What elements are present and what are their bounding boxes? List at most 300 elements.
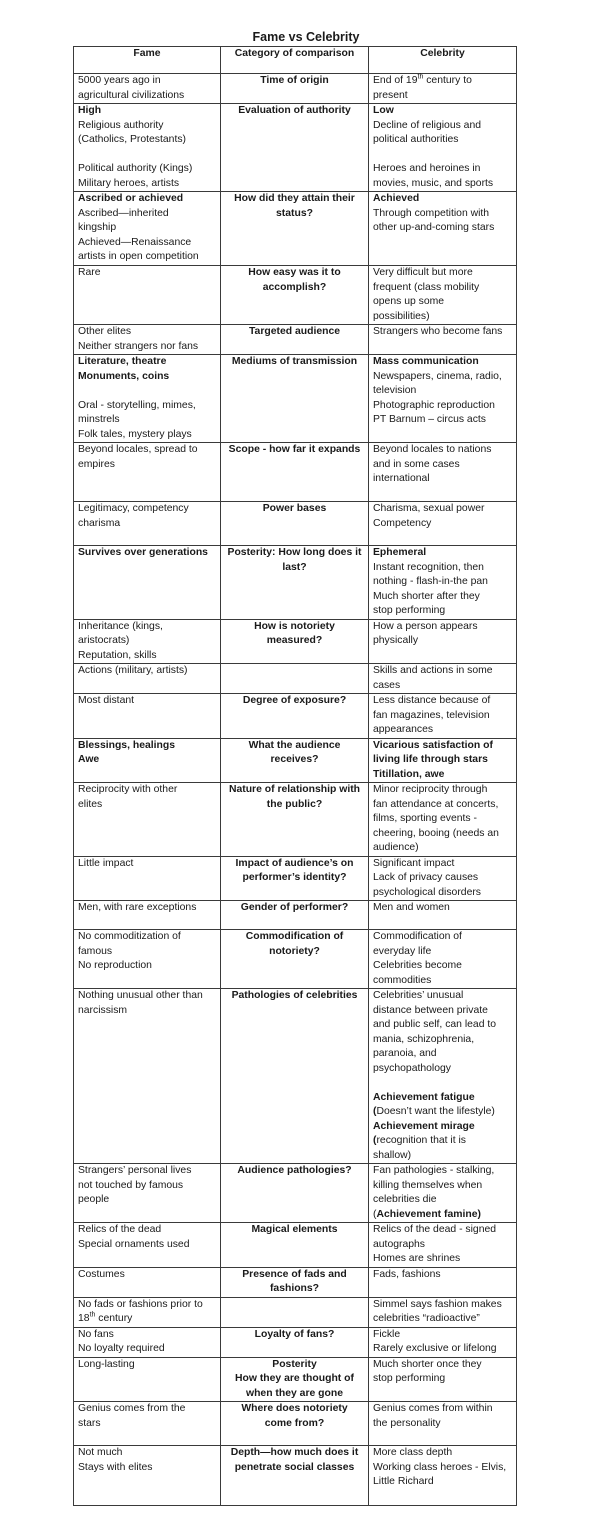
cell-line: [78, 1223, 216, 1238]
fame-cell: [74, 783, 221, 857]
cell-line: [373, 1446, 512, 1461]
table-row: [74, 546, 517, 620]
cell-line: [373, 1193, 512, 1208]
cell-text: No fans: [78, 1328, 114, 1340]
category-label: Posterity: [272, 1358, 317, 1370]
cell-text: Charisma, sexual power: [373, 503, 485, 514]
cell-text: Ephemeral: [373, 547, 427, 558]
table-row: [74, 192, 517, 266]
cell-line: [78, 221, 216, 236]
table-row: [74, 355, 517, 443]
fame-cell: [74, 989, 221, 1164]
cell-text: PT Barnum – circus acts: [373, 414, 486, 425]
cell-text: the personality: [373, 1417, 441, 1429]
category-cell: [221, 1297, 369, 1327]
category-label: Posterity: How long does it: [227, 547, 362, 558]
cell-text: mania, schizophrenia,: [373, 1033, 475, 1045]
cell-text: Inheritance (kings,: [78, 620, 163, 632]
cell-line: [78, 1238, 216, 1253]
category-label: last?: [282, 561, 307, 573]
fame-cell: [74, 443, 221, 502]
category-label: Where does notoriety: [241, 1403, 348, 1414]
category-cell: [221, 930, 369, 989]
cell-text: Rare: [78, 267, 101, 278]
table-row: [74, 74, 517, 104]
cell-line: [78, 739, 216, 754]
category-label: Audience pathologies?: [237, 1165, 352, 1176]
cell-line: [373, 443, 512, 458]
cell-line: [78, 1004, 216, 1019]
category-cell: [221, 1402, 369, 1446]
table-body: [74, 74, 517, 1506]
cell-prefix: (: [373, 1135, 377, 1146]
cell-text: Low: [373, 105, 394, 116]
cell-line: [78, 370, 216, 385]
cell-text: possibilities): [373, 310, 430, 322]
category-label: Targeted audience: [248, 326, 341, 337]
cell-line: [373, 1298, 512, 1313]
cell-text: Celebrities’ unusual: [373, 990, 464, 1001]
celebrity-cell: [369, 664, 517, 694]
cell-text: Ascribed—inherited: [78, 207, 169, 219]
cell-line: [373, 1461, 512, 1476]
table-row: [74, 104, 517, 192]
cell-line: [373, 1018, 512, 1033]
cell-line: [78, 517, 216, 532]
cell-text: Achieved: [373, 193, 420, 204]
cell-text: Doesn’t want the lifestyle): [376, 1106, 495, 1117]
celebrity-cell: [369, 694, 517, 739]
category-cell: [221, 266, 369, 325]
cell-text: Blessings, healings: [78, 739, 176, 751]
cell-line: [373, 370, 512, 385]
cell-line: [373, 1252, 512, 1267]
cell-text: Simmel says fashion makes: [373, 1298, 502, 1310]
cell-line: [373, 827, 512, 842]
cell-line: [373, 886, 512, 901]
cell-text: Most distant: [78, 695, 135, 706]
category-label: when they are gone: [245, 1387, 343, 1399]
table-row: [74, 1357, 517, 1402]
cell-line: [373, 679, 512, 694]
category-cell: [221, 856, 369, 901]
cell-text: psychological disorders: [373, 886, 482, 898]
cell-line: [78, 266, 216, 281]
cell-text: Other elites: [78, 326, 132, 337]
cell-line: [373, 104, 512, 119]
cell-text: Working class heroes - Elvis,: [373, 1461, 507, 1473]
cell-text: Vicarious satisfaction of: [373, 739, 493, 751]
fame-cell: [74, 502, 221, 546]
cell-line: [373, 798, 512, 813]
cell-line: [78, 340, 216, 355]
category-cell: [221, 783, 369, 857]
celebrity-cell: [369, 104, 517, 192]
cell-line: [78, 162, 216, 177]
category-label: Evaluation of authority: [238, 105, 351, 116]
cell-line: [373, 1149, 512, 1164]
cell-line: [373, 930, 512, 945]
fame-cell: [74, 1327, 221, 1357]
cell-line: [78, 104, 216, 119]
cell-line: [373, 399, 512, 414]
category-label: Power bases: [262, 503, 327, 514]
cell-text: Political authority (Kings): [78, 163, 193, 174]
cell-line: [373, 871, 512, 886]
category-cell: [221, 694, 369, 739]
cell-line: [373, 1223, 512, 1238]
category-cell: [221, 546, 369, 620]
table-row: [74, 1267, 517, 1297]
category-label: measured?: [266, 635, 323, 646]
fame-cell: [74, 738, 221, 783]
cell-line: [373, 517, 512, 532]
cell-line: [373, 1004, 512, 1019]
cell-text: nothing - flash-in-the pan: [373, 576, 488, 587]
cell-line: [373, 295, 512, 310]
category-label: Degree of exposure?: [242, 695, 347, 706]
cell-line: [373, 1328, 512, 1343]
cell-line: [373, 723, 512, 738]
cell-text: international: [373, 473, 430, 484]
cell-line: [373, 502, 512, 517]
cell-text: Monuments, coins: [78, 370, 170, 382]
celebrity-cell: [369, 1164, 517, 1223]
category-label: notoriety?: [269, 945, 320, 957]
cell-line: [78, 945, 216, 960]
celebrity-cell: [369, 546, 517, 620]
fame-cell: [74, 619, 221, 664]
cell-line: [373, 177, 512, 192]
table-row: [74, 1164, 517, 1223]
cell-text: Beyond locales, spread to: [78, 444, 198, 455]
cell-text: agricultural civilizations: [78, 89, 185, 101]
fame-cell: [74, 266, 221, 325]
blank-line: [373, 148, 512, 163]
cell-text: everyday life: [373, 945, 432, 957]
category-label: Nature of relationship with: [228, 784, 361, 795]
header-celebrity: Celebrity: [369, 47, 517, 74]
cell-line: [373, 1047, 512, 1062]
cell-line: [373, 768, 512, 783]
cell-line: [78, 857, 216, 872]
cell-line: [373, 945, 512, 960]
category-label: accomplish?: [262, 281, 327, 293]
cell-text: Ascribed or achieved: [78, 193, 184, 204]
cell-text: Beyond locales to nations: [373, 444, 492, 455]
cell-line: [373, 812, 512, 827]
cell-text: frequent (class mobility: [373, 281, 480, 293]
cell-line: [373, 753, 512, 768]
cell-text: Achievement famine): [376, 1208, 481, 1220]
cell-line: [373, 959, 512, 974]
cell-text: Legitimacy, competency: [78, 503, 189, 514]
cell-text: Newspapers, cinema, radio,: [373, 370, 502, 382]
cell-line: [373, 590, 512, 605]
cell-line: [78, 1417, 216, 1432]
cell-text: Much shorter after they: [373, 590, 480, 602]
table-row: [74, 619, 517, 664]
cell-line: [78, 1358, 216, 1373]
table-row: [74, 989, 517, 1164]
cell-text: appearances: [373, 724, 434, 735]
cell-text: More class depth: [373, 1447, 453, 1458]
cell-line: [373, 1402, 512, 1417]
cell-line: [78, 901, 216, 916]
category-cell: [221, 443, 369, 502]
cell-line: [373, 355, 512, 370]
cell-text: Heroes and heroines in: [373, 163, 481, 174]
cell-line: [373, 1120, 512, 1135]
cell-text: Relics of the dead: [78, 1224, 162, 1235]
cell-text: narcissism: [78, 1004, 128, 1016]
cell-text-after: century: [95, 1313, 133, 1324]
cell-text: Folk tales, mystery plays: [78, 428, 192, 440]
cell-line: [78, 1461, 216, 1476]
cell-line: [78, 798, 216, 813]
category-cell: [221, 1327, 369, 1357]
cell-line: [78, 1298, 216, 1313]
cell-text: Oral - storytelling, mimes,: [78, 399, 196, 411]
cell-line: [373, 384, 512, 399]
cell-line: [78, 1342, 216, 1357]
cell-text: Decline of religious and: [373, 119, 482, 131]
celebrity-cell: [369, 1446, 517, 1506]
cell-text: cheering, booing (needs an: [373, 827, 499, 839]
cell-text: and in some cases: [373, 458, 460, 470]
cell-text: killing themselves when: [373, 1179, 483, 1191]
cell-text: Photographic reproduction: [373, 399, 495, 411]
cell-line: [373, 1312, 512, 1327]
cell-text: distance between private: [373, 1004, 488, 1016]
cell-line: [78, 443, 216, 458]
celebrity-cell: [369, 783, 517, 857]
cell-text: Neither strangers nor fans: [78, 340, 199, 352]
celebrity-cell: [369, 74, 517, 104]
table-row: [74, 502, 517, 546]
cell-line: [373, 1358, 512, 1373]
cell-line: [373, 1342, 512, 1357]
category-cell: [221, 74, 369, 104]
celebrity-cell: [369, 443, 517, 502]
comparison-table: [73, 46, 517, 1506]
category-label: Pathologies of celebrities: [231, 990, 358, 1001]
cell-line: [373, 74, 512, 89]
superscript: th: [89, 1311, 96, 1319]
cell-text: opens up some: [373, 296, 445, 307]
cell-line: [78, 399, 216, 414]
cell-text: Very difficult but more: [373, 267, 473, 278]
cell-line: [78, 546, 216, 561]
cell-text: Reputation, skills: [78, 649, 157, 661]
cell-text: minstrels: [78, 414, 120, 425]
category-label: fashions?: [269, 1283, 320, 1294]
cell-text: Literature, theatre: [78, 356, 167, 367]
cell-text: Survives over generations: [78, 547, 208, 558]
cell-line: [373, 1164, 512, 1179]
table-row: [74, 266, 517, 325]
cell-text: fan magazines, television: [373, 709, 490, 721]
celebrity-cell: [369, 355, 517, 443]
table-row: [74, 1327, 517, 1357]
celebrity-cell: [369, 989, 517, 1164]
cell-line: [373, 458, 512, 473]
cell-line: [373, 207, 512, 222]
category-label: status?: [276, 207, 313, 219]
table-row: [74, 1297, 517, 1327]
cell-line: [78, 192, 216, 207]
cell-text: Stays with elites: [78, 1461, 153, 1473]
category-cell: [221, 1446, 369, 1506]
cell-text: Instant recognition, then: [373, 561, 484, 573]
cell-line: [373, 634, 512, 649]
cell-line: [373, 472, 512, 487]
category-label: How they are thought of: [235, 1373, 354, 1384]
category-cell: [221, 1223, 369, 1268]
category-label: Scope - how far it expands: [228, 444, 361, 455]
cell-text: artists in open competition: [78, 251, 199, 262]
cell-text: No loyalty required: [78, 1343, 165, 1354]
cell-text: Minor reciprocity through: [373, 784, 488, 795]
category-cell: [221, 192, 369, 266]
fame-cell: [74, 355, 221, 443]
cell-text: charisma: [78, 517, 121, 529]
category-label: Time of origin: [260, 75, 329, 86]
cell-text: stop performing: [373, 605, 446, 616]
cell-line: [373, 310, 512, 325]
table-row: [74, 856, 517, 901]
cell-text: Achieved—Renaissance: [78, 236, 192, 248]
cell-line: [78, 355, 216, 370]
cell-prefix: (: [373, 1208, 377, 1220]
cell-text: Fads, fashions: [373, 1268, 441, 1280]
table-row: [74, 783, 517, 857]
cell-line: [373, 162, 512, 177]
celebrity-cell: [369, 1267, 517, 1297]
cell-text: political authorities: [373, 134, 459, 145]
cell-line: [373, 1208, 512, 1223]
header-fame: Fame: [74, 47, 221, 74]
cell-line: [373, 1062, 512, 1077]
cell-text: Nothing unusual other than: [78, 990, 203, 1001]
cell-text: fan attendance at concerts,: [373, 798, 499, 810]
cell-line: [373, 89, 512, 104]
cell-text: elites: [78, 798, 103, 810]
cell-text: Religious authority: [78, 119, 164, 131]
fame-cell: [74, 192, 221, 266]
category-label: Presence of fads and: [242, 1268, 347, 1280]
cell-text: celebrities “radioactive”: [373, 1313, 480, 1324]
fame-cell: [74, 901, 221, 930]
cell-line: [373, 1268, 512, 1283]
category-label: Commodification of: [245, 931, 344, 942]
category-cell: [221, 901, 369, 930]
category-label: Magical elements: [251, 1224, 338, 1235]
cell-text: No fads or fashions prior to: [78, 1298, 203, 1310]
cell-line: [78, 502, 216, 517]
cell-line: [373, 694, 512, 709]
cell-text: Achievement fatigue: [373, 1091, 475, 1103]
cell-text: Costumes: [78, 1268, 125, 1280]
category-label: How easy was it to: [248, 267, 341, 278]
table-row: [74, 1446, 517, 1506]
table-row: [74, 901, 517, 930]
category-cell: [221, 355, 369, 443]
fame-cell: [74, 1297, 221, 1327]
table-header-row: [74, 47, 517, 74]
table-row: [74, 1402, 517, 1446]
cell-line: [373, 266, 512, 281]
cell-text: Titillation, awe: [373, 768, 445, 780]
cell-line: [373, 783, 512, 798]
cell-text: Commodification of: [373, 931, 462, 942]
cell-line: [373, 841, 512, 856]
blank-line: [373, 1076, 512, 1091]
fame-cell: [74, 1164, 221, 1223]
category-label: Gender of performer?: [240, 902, 349, 913]
cell-text: physically: [373, 635, 419, 646]
cell-line: [78, 753, 216, 768]
category-label: Loyalty of fans?: [254, 1328, 335, 1340]
cell-line: [78, 783, 216, 798]
cell-prefix: (: [373, 1106, 377, 1117]
category-cell: [221, 325, 369, 355]
cell-line: [78, 634, 216, 649]
blank-line: [78, 384, 216, 399]
table-row: [74, 738, 517, 783]
cell-line: [373, 325, 512, 340]
cell-text: present: [373, 89, 408, 101]
cell-text: Relics of the dead - signed: [373, 1224, 497, 1235]
cell-line: [78, 458, 216, 473]
table-row: [74, 930, 517, 989]
cell-text: High: [78, 105, 102, 116]
fame-cell: [74, 930, 221, 989]
category-cell: [221, 664, 369, 694]
cell-line: [373, 901, 512, 916]
cell-text: Less distance because of: [373, 695, 491, 706]
cell-line: [373, 1238, 512, 1253]
cell-text: Special ornaments used: [78, 1238, 190, 1250]
celebrity-cell: [369, 1327, 517, 1357]
cell-line: [78, 620, 216, 635]
cell-line: [78, 959, 216, 974]
table-row: [74, 325, 517, 355]
table-row: [74, 1223, 517, 1268]
fame-cell: [74, 1357, 221, 1402]
cell-line: [373, 604, 512, 619]
category-label: receives?: [270, 754, 319, 765]
fame-cell: [74, 546, 221, 620]
cell-text: Men and women: [373, 902, 450, 913]
cell-text: Awe: [78, 754, 100, 765]
fame-cell: [74, 1402, 221, 1446]
cell-line: [373, 989, 512, 1004]
cell-text: Fickle: [373, 1328, 401, 1340]
category-label: performer’s identity?: [242, 872, 347, 883]
cell-line: [78, 133, 216, 148]
cell-text: How a person appears: [373, 620, 478, 632]
cell-text: End of 19: [373, 75, 418, 86]
cell-line: [78, 1193, 216, 1208]
cell-text: stars: [78, 1417, 101, 1429]
category-label: Impact of audience’s on: [235, 857, 354, 869]
fame-cell: [74, 1446, 221, 1506]
category-cell: [221, 1357, 369, 1402]
cell-text: not touched by famous: [78, 1179, 184, 1191]
fame-cell: [74, 694, 221, 739]
celebrity-cell: [369, 325, 517, 355]
